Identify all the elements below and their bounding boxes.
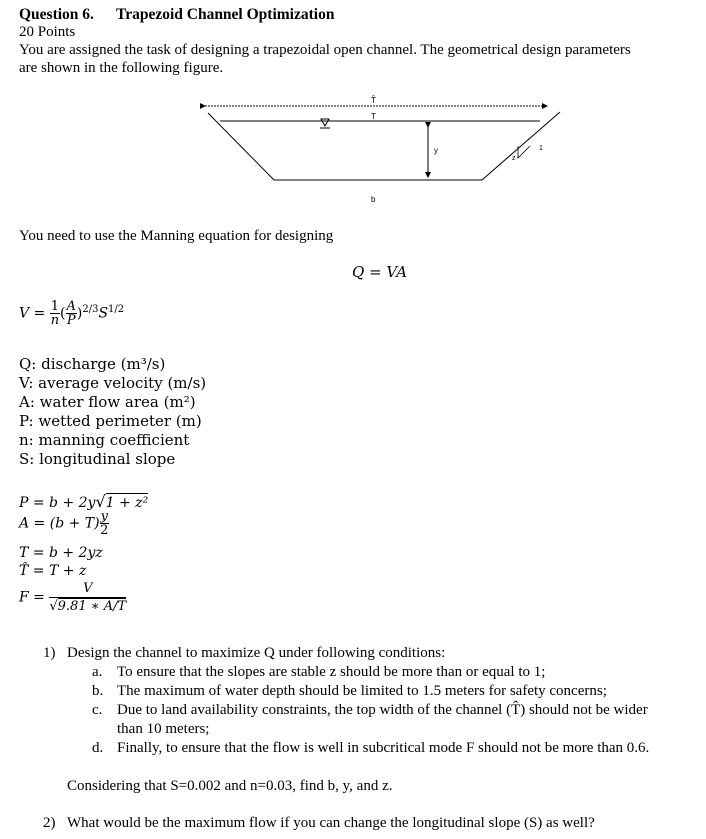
intro-line-2: are shown in the following figure. xyxy=(19,60,224,76)
considering-text: Considering that S=0.002 and n=0.03, find b, y, and z. xyxy=(67,778,393,794)
v-n: n xyxy=(50,313,60,328)
item-c-text-cont: than 10 meters; xyxy=(117,721,210,737)
def-p: P: wetted perimeter (m) xyxy=(19,412,202,430)
label-t: T xyxy=(371,112,376,121)
v-one: 1 xyxy=(50,299,60,314)
perimeter-equation: P = b + 2y√1 + z² xyxy=(19,492,149,511)
def-s: S: longitudinal slope xyxy=(19,450,176,468)
water-level-icon xyxy=(320,119,330,128)
a-lhs: A = (b + T) xyxy=(19,515,100,532)
q1-number: 1) xyxy=(43,645,56,661)
item-c-label: c. xyxy=(92,702,103,718)
v-p: P xyxy=(66,313,76,328)
intro-line-1: You are assigned the task of designing a trapezoidal open channel. The geometrical design parameters xyxy=(19,42,631,58)
item-c-text: Due to land availability constraints, the top width of the channel (T̂) should not be wider xyxy=(117,702,648,718)
v-exp1: 2/3 xyxy=(82,303,99,315)
eq-q-va: Q = VA xyxy=(352,263,408,281)
question-title: Trapezoid Channel Optimization xyxy=(116,6,335,23)
a-den: 2 xyxy=(100,523,109,538)
v-exp2: 1/2 xyxy=(108,303,125,315)
f-den: 9.81 ∗ A/T xyxy=(57,599,127,614)
velocity-equation: V = $\frac{1}{n}$ ( $\frac{A}{P}$ )$^{2/3}S^{1/2}$ xyxy=(19,299,125,328)
f-lhs: F = xyxy=(19,589,45,606)
def-v: V: average velocity (m/s) xyxy=(19,374,207,392)
v-lhs: V = xyxy=(19,305,46,322)
v-s: S xyxy=(98,305,109,322)
points-label: 20 Points xyxy=(19,24,76,40)
item-a-text: To ensure that the slopes are stable z should be more than or equal to 1; xyxy=(117,664,546,680)
manning-intro: You need to use the Manning equation for designing xyxy=(19,228,334,244)
top-width-equation: T = b + 2yz xyxy=(19,545,103,561)
v-a: A xyxy=(66,299,76,314)
def-q: Q: discharge (m³/s) xyxy=(19,355,166,373)
q1-text: Design the channel to maximize Q under following conditions: xyxy=(67,645,446,661)
area-equation xyxy=(19,510,109,537)
item-d-label: d. xyxy=(92,740,104,756)
question-number: Question 6. xyxy=(19,6,94,23)
item-b-label: b. xyxy=(92,683,104,699)
label-z: z xyxy=(512,155,516,162)
that-equation: T̂ = T + z xyxy=(19,563,87,579)
label-b: b xyxy=(371,195,376,204)
q2-number: 2) xyxy=(43,815,56,831)
def-a: A: water flow area (m²) xyxy=(19,393,196,411)
f-num: V xyxy=(49,582,126,598)
def-n: n: manning coefficient xyxy=(19,431,190,449)
item-d-text: Finally, to ensure that the flow is well in subcritical mode F should not be more than 0.6. xyxy=(117,740,650,756)
item-b-text: The maximum of water depth should be limited to 1.5 meters for safety concerns; xyxy=(117,683,607,699)
trapezoid-channel-figure xyxy=(0,0,706,220)
label-that: T̂ xyxy=(371,96,376,105)
p-lhs: P = b + 2y xyxy=(19,495,96,511)
froude-equation: F = $\frac{V}{√9.81 ∗ A/T}$ xyxy=(19,581,127,614)
q2-text: What would be the maximum flow if you can change the longitudinal slope (S) as well? xyxy=(67,815,595,831)
item-a-label: a. xyxy=(92,664,103,680)
channel-walls xyxy=(208,112,560,180)
label-1: 1 xyxy=(539,145,543,152)
a-num: y xyxy=(100,509,108,524)
label-y: y xyxy=(434,146,438,155)
slope-triangle xyxy=(518,146,530,158)
p-radicand: 1 + z² xyxy=(105,495,149,511)
